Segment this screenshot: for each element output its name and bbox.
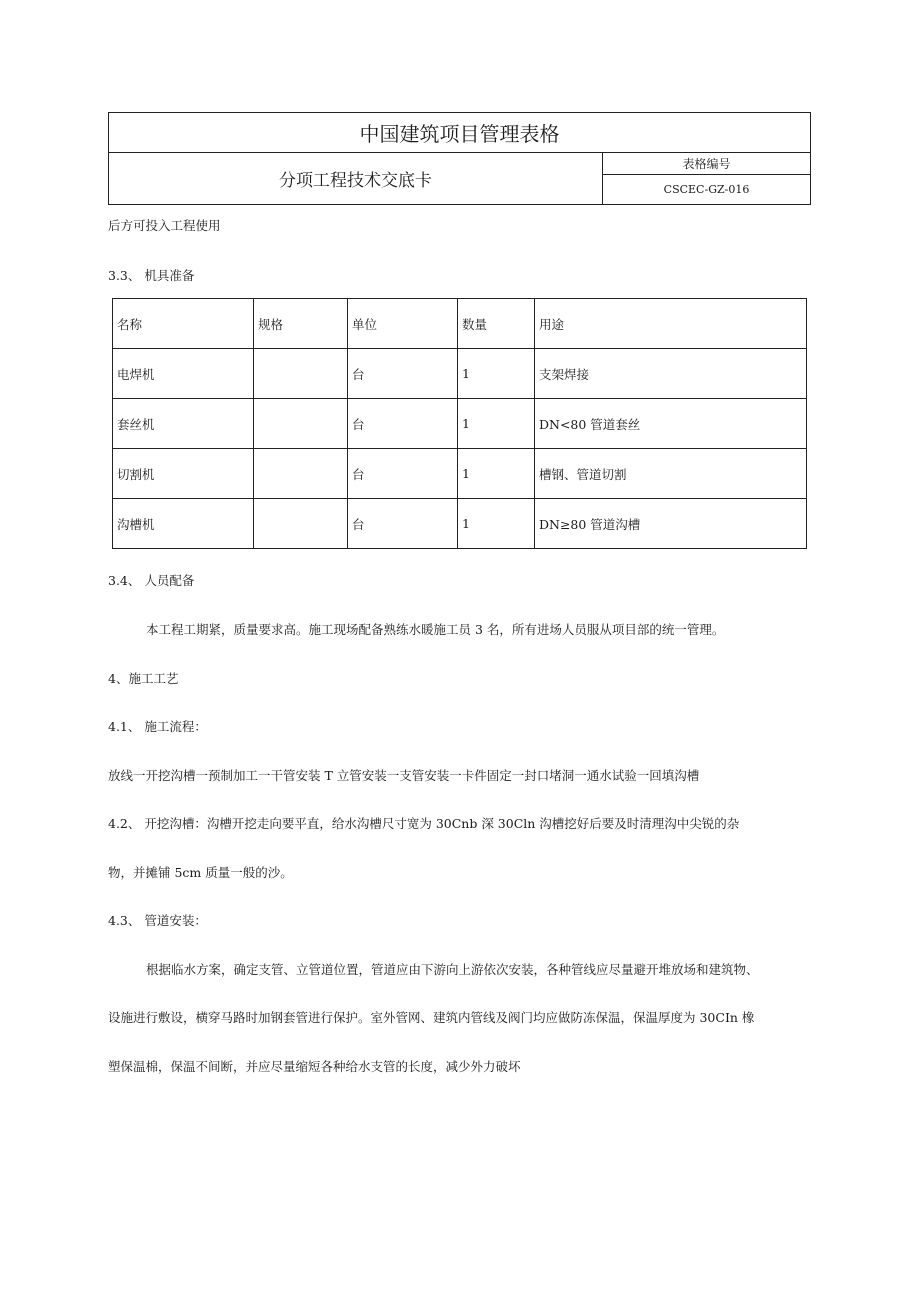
section-heading-4: 4、施工工艺 — [108, 671, 179, 686]
form-code-value: CSCEC-GZ-016 — [663, 183, 750, 196]
table-row — [113, 399, 807, 449]
table-cell: 套丝机 — [113, 399, 254, 449]
table-cell: 切割机 — [113, 449, 254, 499]
table-cell — [254, 399, 348, 449]
table-row — [113, 499, 807, 549]
table-cell — [254, 349, 348, 399]
staff-paragraph: 本工程工期紧，质量要求高。施工现场配备熟练水暖施工员 3 名，所有进场人员服从项目部的统一管理。 — [146, 622, 725, 637]
table-row — [113, 449, 807, 499]
form-title: 中国建筑项目管理表格 — [109, 113, 810, 153]
equipment-table — [112, 298, 807, 549]
install-paragraph-line-3: 塑保温棉，保温不间断，并应尽量缩短各种给水支管的长度，减少外力破坏 — [108, 1059, 521, 1074]
header-cell-unit: 单位 — [348, 299, 458, 349]
table-cell: 支架焊接 — [535, 349, 807, 399]
table-cell — [254, 499, 348, 549]
table-cell: 台 — [348, 399, 458, 449]
trench-paragraph-line-2: 物，并摊铺 5cm 质量一般的沙。 — [108, 865, 293, 880]
process-flow-line: 放线一开挖沟槽一预制加工一干管安装 T 立管安装一支管安装一卡件固定一封口堵洞一通水试验一回填沟槽 — [108, 768, 700, 783]
table-cell: 1 — [458, 349, 535, 399]
table-cell: 槽钢、管道切割 — [535, 449, 807, 499]
install-paragraph-line-1: 根据临水方案，确定支管、立管道位置，管道应由下游向上游依次安装，各种管线应尽量避开堆放场和建筑物、 — [146, 962, 759, 977]
table-cell: DN<80 管道套丝 — [535, 399, 807, 449]
section-heading-4-3: 4.3、 管道安装： — [108, 913, 207, 928]
table-cell: 1 — [458, 399, 535, 449]
section-heading-4-1: 4.1、 施工流程： — [108, 719, 207, 734]
table-cell: 台 — [348, 499, 458, 549]
header-cell-use: 用途 — [535, 299, 807, 349]
table-cell: 1 — [458, 449, 535, 499]
section-heading-3-3: 3.3、 机具准备 — [108, 268, 195, 283]
form-subtitle: 分项工程技术交底卡 — [109, 153, 603, 204]
form-code-label: 表格编号 — [603, 153, 810, 175]
trench-paragraph-line-1: 4.2、 开挖沟槽：沟槽开挖走向要平直，给水沟槽尺寸宽为 30Cnb 深 30Cln 沟槽挖好后要及时清理沟中尖锐的杂 — [108, 816, 740, 831]
table-cell: DN≥80 管道沟槽 — [535, 499, 807, 549]
table-header-row — [113, 299, 807, 349]
table-cell: 1 — [458, 499, 535, 549]
table-row — [113, 349, 807, 399]
form-header — [108, 112, 811, 205]
header-cell-spec: 规格 — [254, 299, 348, 349]
section-heading-3-4: 3.4、 人员配备 — [108, 573, 195, 588]
table-cell — [254, 449, 348, 499]
install-paragraph-line-2: 设施进行敷设，横穿马路时加钢套管进行保护。室外管网、建筑内管线及阀门均应做防冻保温，保温厚度为 30CIn 橡 — [108, 1010, 755, 1025]
header-cell-name: 名称 — [113, 299, 254, 349]
table-cell: 台 — [348, 449, 458, 499]
intro-line: 后方可投入工程使用 — [108, 218, 221, 233]
table-cell: 沟槽机 — [113, 499, 254, 549]
header-cell-qty: 数量 — [458, 299, 535, 349]
table-cell: 台 — [348, 349, 458, 399]
table-cell: 电焊机 — [113, 349, 254, 399]
